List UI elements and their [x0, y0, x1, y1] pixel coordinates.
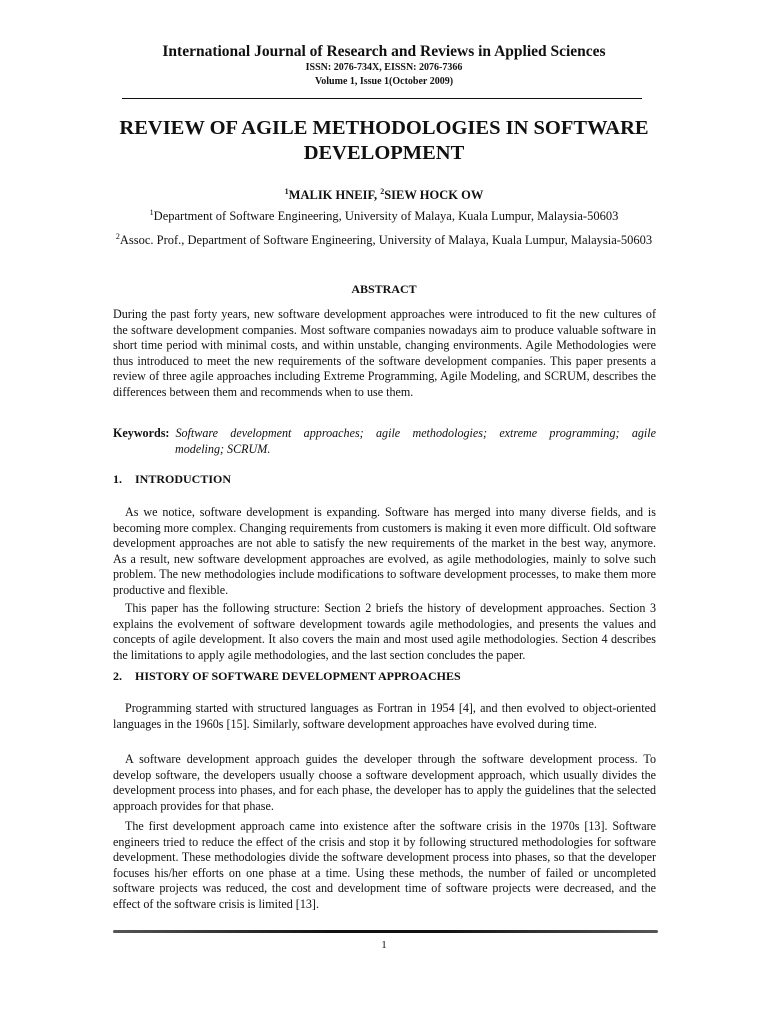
intro-paragraph-2: This paper has the following structure: Section 2 briefs the history of development approaches. Section 3 explains the evolvement of software development towards agile methodologies, and presents the values and concepts of agile development. It also covers the main and most used agile methodologies. Section 4 describes the limitations to apply agile methodologies, and the last section concludes the paper. — [113, 601, 656, 662]
affiliation-2-text: Assoc. Prof., Department of Software Engineering, University of Malaya, Kuala Lumpur, Malaysia-50603 — [119, 233, 653, 247]
history-paragraph-1: Programming started with structured languages as Fortran in 1954 [4], and then evolved to object-oriented languages in the 1960s [15]. Similarly, software development approaches have evolved during time. — [113, 701, 656, 731]
header-rule — [122, 98, 642, 99]
authors — [0, 187, 768, 203]
keywords — [113, 426, 656, 457]
intro-paragraph-1: As we notice, software development is expanding. Software has merged into many diverse fields, and is becoming more complex. Changing requirements from customers is making it even more difficult. Old software development approaches are not able to satisfy the new requirements of the market in the best way, anymore. As a result, new software development approaches are evolved, as agile methodologies, mainly to solve such problem. The new methodologies include modifications to software development processes, to make them more productive and flexible. — [113, 505, 656, 597]
affiliation-1-mark: 1 — [149, 208, 154, 217]
journal-issn: ISSN: 2076-734X, EISSN: 2076-7366 — [305, 62, 463, 73]
section-title: INTRODUCTION — [135, 472, 232, 486]
section-heading-introduction — [113, 471, 656, 487]
page-number: 1 — [381, 939, 387, 951]
abstract-heading: ABSTRACT — [351, 282, 417, 296]
affiliation-2 — [0, 232, 768, 248]
paper-title: REVIEW OF AGILE METHODOLOGIES IN SOFTWARE DEVELOPMENT — [119, 117, 649, 164]
history-paragraph-3: The first development approach came into existence after the software crisis in the 1970s [13]. Software engineers tried to reduce the effect of the crisis and stop it by following structured methodologies for software development. These methodologies divide the software development process into phases, so that the developer focuses his/her efforts on one phase at a time. Using these methods, the number of failed or uncompleted software projects was reduced, the cost and development time of software projects were decreased, and the effect of the software crisis is limited [13]. — [113, 819, 656, 911]
journal-title: International Journal of Research and Reviews in Applied Sciences — [162, 43, 606, 60]
keywords-label: Keywords: — [113, 426, 170, 440]
author1-name: MALIK HNEIF, — [288, 188, 381, 202]
journal-volume: Volume 1, Issue 1(October 2009) — [314, 76, 454, 87]
author2-affil-mark: 2 — [380, 187, 385, 196]
author1-affil-mark: 1 — [284, 187, 289, 196]
section-title: HISTORY OF SOFTWARE DEVELOPMENT APPROACHES — [135, 669, 461, 683]
section-number: 1. — [113, 472, 122, 486]
history-paragraph-2: A software development approach guides the developer through the software development process. To develop software, the developers usually choose a software development approach, which usually divides the development process into phases, and for each phase, the developer has to apply the guidelines that the selected approach provides for that phase. — [113, 752, 656, 813]
keywords-line-2: modeling; SCRUM. — [175, 441, 271, 456]
affiliation-2-mark: 2 — [115, 232, 120, 241]
keywords-line-1: Software development approaches; agile methodologies; extreme programming; agile — [175, 426, 656, 440]
abstract-text: During the past forty years, new software development approaches were introduced to fit the new cultures of the software development companies. Most software companies nowadays aim to produce valuable software in short time period with minimal costs, and within unstable, changing environments. Agile Methodologies were thus introduced to meet the new requirements of the software development companies. This paper presents a review of three agile approaches including Extreme Programming, Agile Modeling, and SCRUM, describes the differences between them and recommends when to use them. — [113, 307, 656, 399]
affiliation-1-text: Department of Software Engineering, University of Malaya, Kuala Lumpur, Malaysia-50603 — [153, 209, 619, 223]
footer-rule — [113, 930, 658, 933]
section-heading-history — [113, 668, 656, 684]
section-number: 2. — [113, 669, 122, 683]
author2-name: SIEW HOCK OW — [384, 188, 484, 202]
affiliation-1 — [0, 208, 768, 224]
